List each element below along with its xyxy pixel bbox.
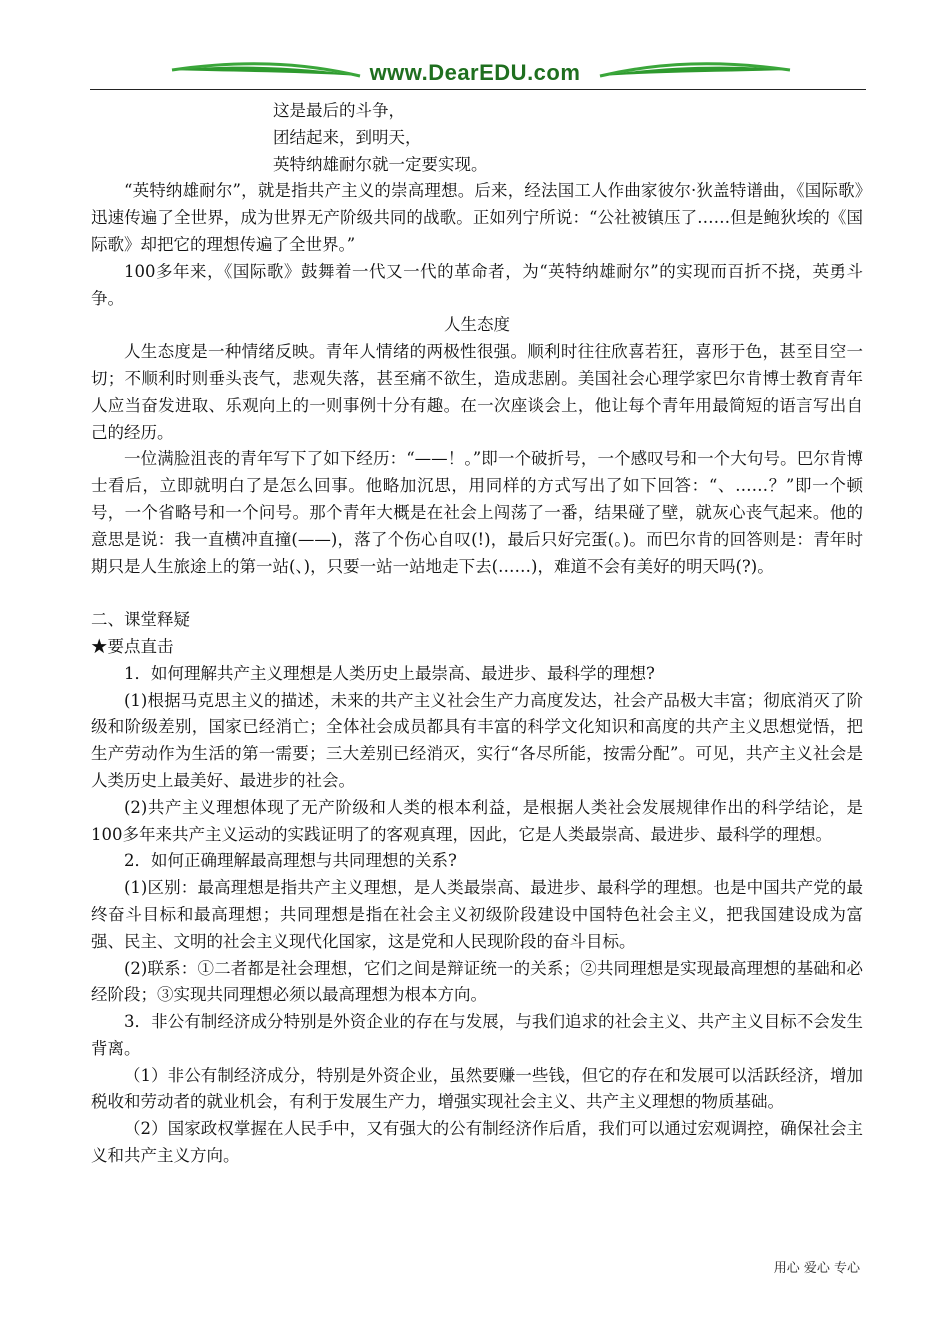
answer-paragraph: (2)共产主义理想体现了无产阶级和人类的根本利益，是根据人类社会发展规律作出的科学结论，是100多年来共产主义运动的实践证明了的客观真理，因此，它是人类最崇高、最进步、最科学的理想。 — [91, 797, 863, 844]
site-logo: www.DearEDU.com — [369, 60, 581, 85]
spacer — [91, 580, 863, 607]
document-body — [91, 98, 863, 1170]
page-footer: 用心 爱心 专心 — [773, 1261, 860, 1276]
key-points-heading: ★要点直击 — [91, 636, 174, 656]
answer-paragraph: (1)根据马克思主义的描述，未来的共产主义社会生产力高度发达，社会产品极大丰富；彻底消灭了阶级和阶级差别，国家已经消亡；全体社会成员都具有丰富的科学文化知识和高度的共产主义思想觉悟，把生产劳动作为生活的第一需要；三大差别已经消灭，实行“各尽所能，按需分配”。可见，共产主义社会是人类历史上最美好、最进步的社会。 — [91, 690, 863, 790]
answer-paragraph: （1）非公有制经济成分，特别是外资企业，虽然要赚一些钱，但它的存在和发展可以活跃经济，增加税收和劳动者的就业机会，有利于发展生产力，增强实现社会主义、共产主义理想的物质基础。 — [91, 1065, 863, 1112]
question: 1．如何理解共产主义理想是人类历史上最崇高、最进步、最科学的理想? — [124, 663, 655, 683]
answer-paragraph: （2）国家政权掌握在人民手中，又有强大的公有制经济作后盾，我们可以通过宏观调控，确保社会主义和共产主义方向。 — [91, 1119, 863, 1166]
section-heading: 二、课堂释疑 — [91, 610, 190, 630]
answer-paragraph: (1)区别：最高理想是指共产主义理想，是人类最崇高、最进步、最科学的理想。也是中国共产党的最终奋斗目标和最高理想；共同理想是指在社会主义初级阶段建设中国特色社会主义，把我国建设成为富强、民主、文明的社会主义现代化国家，这是党和人民现阶段的奋斗目标。 — [91, 878, 863, 951]
paragraph: “英特纳雄耐尔”，就是指共产主义的崇高理想。后来，经法国工人作曲家彼尔·狄盖特谱曲，《国际歌》迅速传遍了全世界，成为世界无产阶级共同的战歌。正如列宁所说：“公社被镇压了……但是鲍狄埃的《国际歌》却把它的理想传遍了全世界。” — [91, 181, 863, 254]
section-title: 人生态度 — [444, 315, 510, 335]
paragraph: 人生态度是一种情绪反映。青年人情绪的两极性很强。顺利时往往欣喜若狂，喜形于色，甚至目空一切；不顺利时则垂头丧气，悲观失落，甚至痛不欲生，造成悲剧。美国社会心理学家巴尔肯博士教育青年人应当奋发进取、乐观向上的一则事例十分有趣。在一次座谈会上，他让每个青年用最简短的语言写出自己的经历。 — [91, 342, 863, 442]
question: 2．如何正确理解最高理想与共同理想的关系? — [124, 851, 457, 871]
paragraph: 一位满脸沮丧的青年写下了如下经历：“——！。”即一个破折号，一个感叹号和一个大句号。巴尔肯博士看后，立即就明白了是怎么回事。他略加沉思，用同样的方式写出了如下回答：“、……？”即一个顿号，一个省略号和一个问号。那个青年大概是在社会上闯荡了一番，结果碰了壁，就灰心丧气起来。他的意思是说：我一直横冲直撞(——)，落了个伤心自叹(!)，最后只好完蛋(。)。而巴尔肯的回答则是：青年时期只是人生旅途上的第一站(、)，只要一站一站地走下去(……)，难道不会有美好的明天吗(?)。 — [91, 449, 863, 576]
poem-line: 英特纳雄耐尔就一定要实现。 — [273, 154, 488, 174]
poem-line: 团结起来，到明天， — [273, 127, 422, 147]
question: 3．非公有制经济成分特别是外资企业的存在与发展，与我们追求的社会主义、共产主义目标不会发生背离。 — [91, 1012, 863, 1058]
page-header — [0, 0, 950, 92]
paragraph: 100多年来，《国际歌》鼓舞着一代又一代的革命者，为“英特纳雄耐尔”的实现而百折不挠，英勇斗争。 — [91, 261, 863, 308]
answer-paragraph: (2)联系：①二者都是社会理想，它们之间是辩证统一的关系；②共同理想是实现最高理想的基础和必经阶段；③实现共同理想必须以最高理想为根本方向。 — [91, 958, 863, 1005]
poem-line: 这是最后的斗争， — [273, 101, 405, 120]
header-divider — [90, 89, 866, 90]
